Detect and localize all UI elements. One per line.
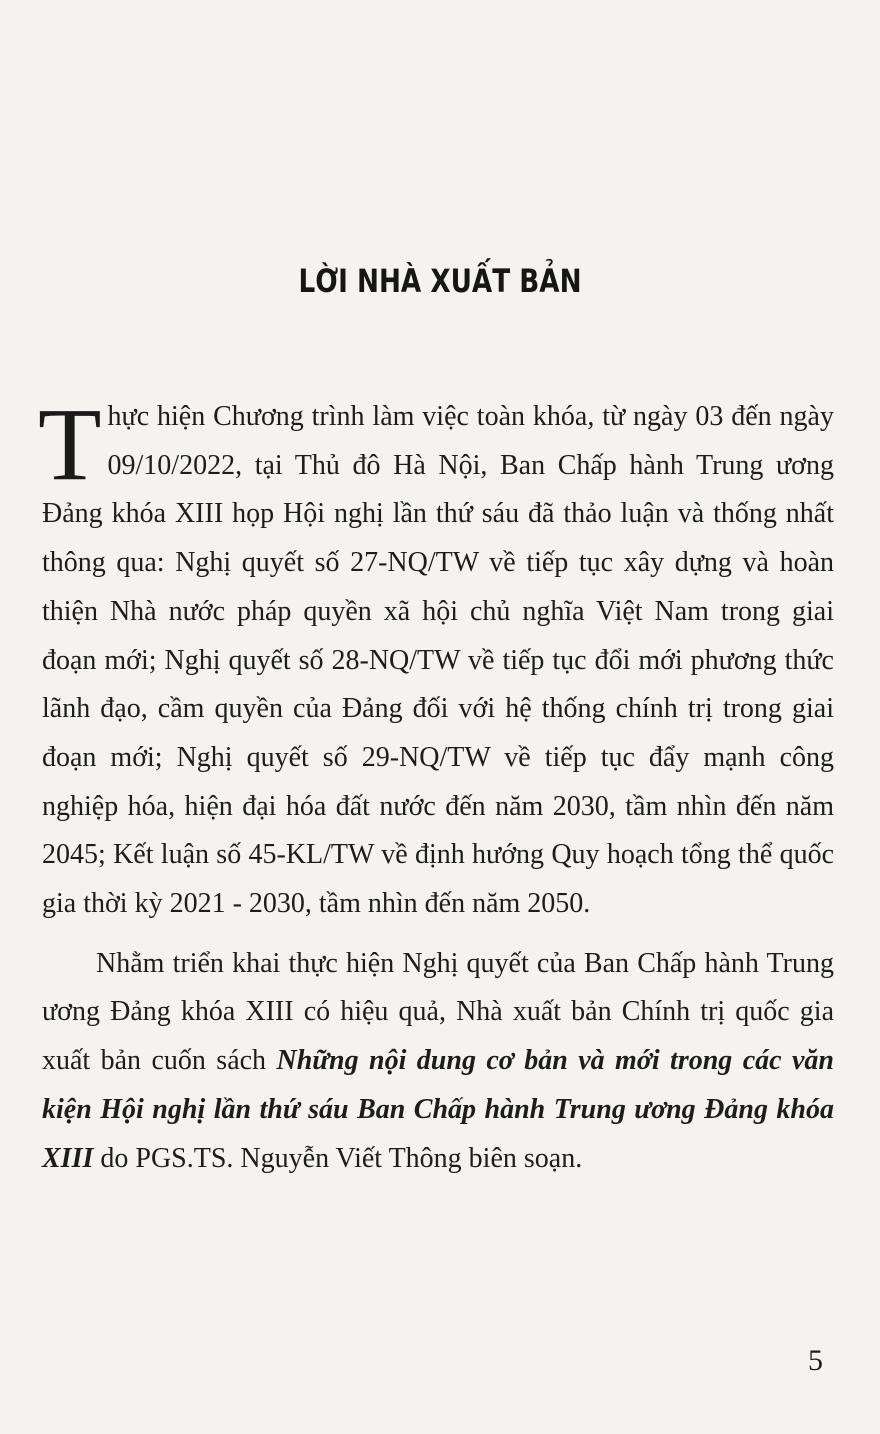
page-title: LỜI NHÀ XUẤT BẢN (298, 262, 582, 300)
book-title: Những nội dung cơ bản và mới trong các văn kiện Hội nghị lần thứ sáu Ban Chấp hành Trung ương Đảng khóa XIII (42, 1045, 834, 1174)
page-number: 5 (808, 1344, 823, 1377)
drop-cap: T (38, 387, 102, 502)
paragraph-1-text: hực hiện Chương trình làm việc toàn khóa, từ ngày 03 đến ngày 09/10/2022, tại Thủ đô Hà Nội, Ban Chấp hành Trung ương Đảng khóa XIII họp Hội nghị lần thứ sáu đã thảo luận và thống nhất thông qua: Nghị quyết số 27-NQ/TW về tiếp tục xây dựng và hoàn thiện Nhà nước pháp quyền xã hội chủ nghĩa Việt Nam trong giai đoạn mới; Nghị quyết số 28-NQ/TW về tiếp tục đổi mới phương thức lãnh đạo, cầm quyền của Đảng đối với hệ thống chính trị trong giai đoạn mới; Nghị quyết số 29-NQ/TW về tiếp tục đẩy mạnh công nghiệp hóa, hiện đại hóa đất nước đến năm 2030, tầm nhìn đến năm 2045; Kết luận số 45-KL/TW về định hướng Quy hoạch tổng thể quốc gia thời kỳ 2021 - 2030, tầm nhìn đến năm 2050. (42, 401, 834, 920)
paragraph-1 (38, 387, 834, 929)
paragraph-2-text-after: do PGS.TS. Nguyễn Viết Thông biên soạn. (93, 1142, 583, 1174)
body-text (38, 387, 834, 1183)
paragraph-2-text-before: Nhằm triển khai thực hiện Nghị quyết của Ban Chấp hành Trung ương Đảng khóa XIII có hiệu quả, Nhà xuất bản Chính trị quốc gia xuất bản cuốn sách (42, 947, 834, 1077)
paragraph-2 (42, 940, 834, 1184)
